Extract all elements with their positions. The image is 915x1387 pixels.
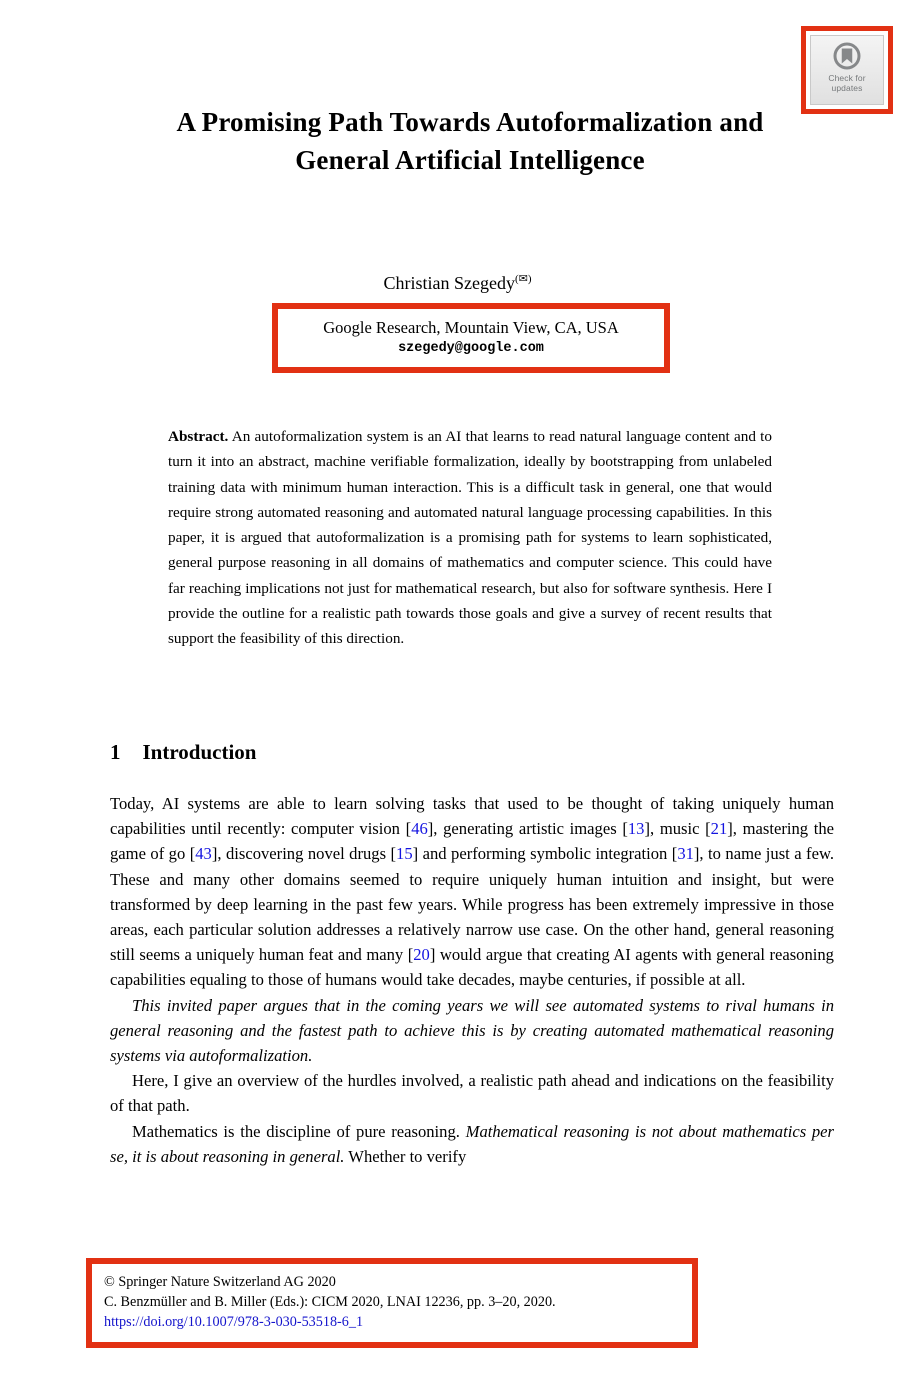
p1-seg-d: ], mastering the game of go [ [110,819,834,864]
proceedings-citation-line: C. Benzmüller and B. Miller (Eds.): CICM 2020, LNAI 12236, pp. 3–20, 2020. [104,1294,556,1310]
abstract-block [168,424,772,652]
check-for-updates-badge-inner[interactable] [810,35,884,105]
author-name: Christian Szegedy [383,273,515,293]
p4-seg-a: Mathematics is the discipline of pure reasoning. [132,1121,466,1141]
p1-seg-h: ] would argue that creating AI agents with general reasoning capabilities equaling to those of humans would take decades, maybe centuries, if possible at all. [110,945,834,990]
page-title: A Promising Path Towards Autoformalization and General Artificial Intelligence [176,107,764,175]
doi-link[interactable]: https://doi.org/10.1007/978-3-030-53518-6_1 [104,1314,364,1330]
abstract-label: Abstract. [168,428,229,445]
section-number: 1 [110,740,121,764]
citation-15[interactable]: 15 [396,844,413,864]
section-title: Introduction [142,740,257,764]
p1-seg-c: ], music [ [644,819,711,839]
copyright-line: © Springer Nature Switzerland AG 2020 [104,1274,336,1290]
affiliation-box [272,303,670,373]
body-text [110,791,834,1169]
copyright-footer-box [86,1258,698,1348]
badge-line-1: Check for [828,73,866,83]
paragraph-1 [110,791,834,993]
citation-31[interactable]: 31 [677,844,694,864]
abstract-text: An autoformalization system is an AI that learns to read natural language content and to turn it into an abstract, machine verifiable formalization, ideally by bootstrapping from unlabeled training data with minimum human interaction. This is a difficult task in general, one that would require strong automated reasoning and automated natural language processing capabilities. In this paper, it is argued that autoformalization is a promising path for systems to learn sophisticated, general purpose reasoning in all domains of mathematics and computer science. This could have far reaching implications not just for mathematical research, but also for software synthesis. Here I provide the outline for a realistic path towards those goals and give a survey of recent results that support the feasibility of this direction. [168,428,772,648]
p4-italic-text: Mathematical reasoning is not about mathematics per se, it is about reasoning in general. [110,1121,834,1166]
affiliation-text: Google Research, Mountain View, CA, USA [323,318,619,337]
citation-43[interactable]: 43 [195,844,212,864]
badge-line-2: updates [831,83,863,93]
p1-seg-e: ], discovering novel drugs [ [211,844,397,864]
p1-seg-b: ], generating artistic images [ [427,819,628,839]
author-email[interactable]: szegedy@google.com [398,341,544,356]
check-for-updates-badge[interactable] [801,26,893,114]
paragraph-3: Here, I give an overview of the hurdles involved, a realistic path ahead and indications on the feasibility of that path. [110,1071,834,1116]
paragraph-2 [110,993,834,1069]
p1-seg-a: Today, AI systems are able to learn solving tasks that used to be thought of taking uniquely human capabilities until recently: computer vision [ [110,794,834,839]
citation-13[interactable]: 13 [627,819,645,839]
section-heading-introduction [110,740,256,765]
citation-46[interactable]: 46 [411,819,428,839]
p1-seg-g: ], to name just a few. These and many other domains seemed to require uniquely human intuition and insight, but were transformed by deep learning in the past few years. While progress has been extremely impressive in those areas, each particular solution addresses a relatively narrow use case. On the other hand, general reasoning still seems a uniquely human feat and many [ [110,844,834,965]
p2-italic-text: This invited paper argues that in the coming years we will see automated systems to rival humans in general reasoning and the fastest path to achieve this is by creating automated mathematical reasoning systems via autoformalization. [110,995,834,1066]
paragraph-4 [110,1119,834,1169]
corresponding-author-icon: (✉) [514,273,532,285]
p1-seg-f: ] and performing symbolic integration [ [412,844,678,864]
p4-seg-b: Whether to verify [344,1146,467,1166]
check-for-updates-label [828,73,865,93]
citation-21[interactable]: 21 [710,819,728,839]
citation-20[interactable]: 20 [413,945,430,965]
check-for-updates-bookmark-icon [832,41,862,71]
author-line [0,272,915,294]
